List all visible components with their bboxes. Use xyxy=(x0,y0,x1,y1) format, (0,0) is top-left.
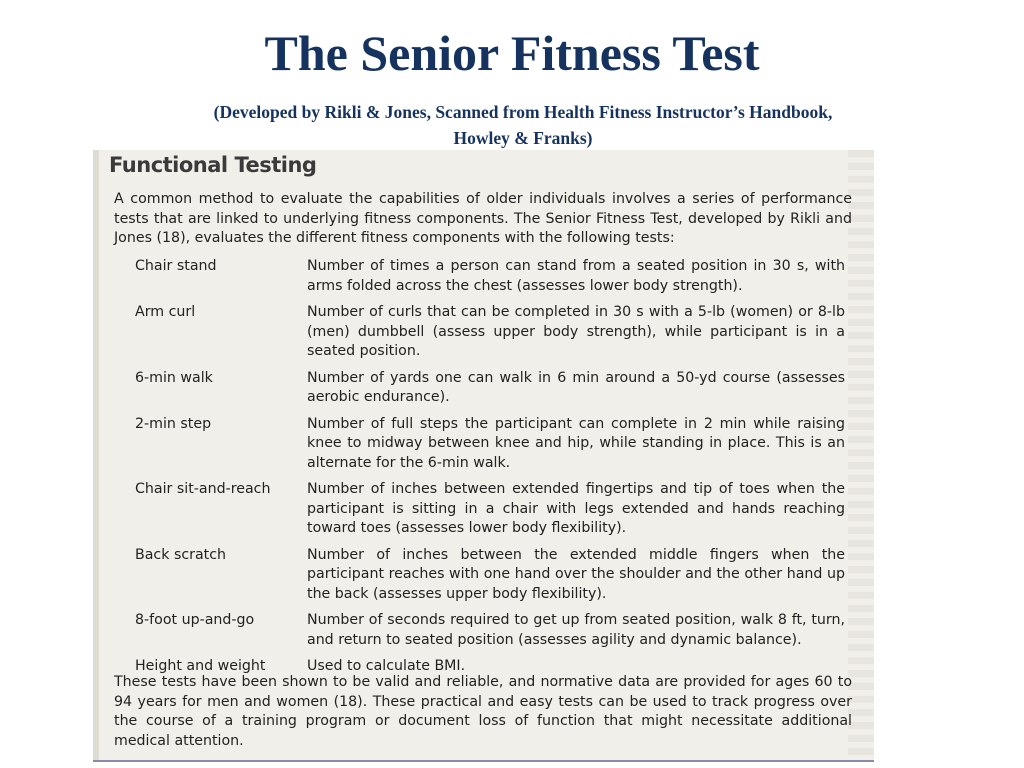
test-description: Number of seconds required to get up from seated position, walk 8 ft, turn, and return to seated position (assesses agility and dynamic balance). xyxy=(307,612,845,648)
test-description: Number of curls that can be completed in 30 s with a 5-lb (women) or 8-lb (men) dumbbell (assess upper body strength), while participant is in a seated position. xyxy=(307,304,845,359)
slide-title: The Senior Fitness Test xyxy=(264,25,760,81)
test-description: Number of inches between extended fingertips and tip of toes when the participant is sitting in a chair with legs extended and hands reaching toward toes (assesses lower body flexibility). xyxy=(307,481,845,536)
table-row xyxy=(135,257,845,303)
test-name: Arm curl xyxy=(135,304,196,320)
intro-paragraph: A common method to evaluate the capabilities of older individuals involves a series of performance tests that are linked to underlying fitness components. The Senior Fitness Test, developed by Rikli and Jones (18), evaluates the different fitness components with the following tests: xyxy=(114,191,852,246)
tests-table xyxy=(135,257,845,684)
section-heading: Functional Testing xyxy=(109,153,317,177)
test-name: 2-min step xyxy=(135,415,212,432)
test-name: Chair sit-and-reach xyxy=(135,481,271,497)
closing-paragraph: These tests have been shown to be valid and reliable, and normative data are provided for ages 60 to 94 years for men and women (18). These practical and easy tests can be used to track progress over the course of a training program or document loss of function that might necessitate additional medical attention. xyxy=(114,674,852,749)
subtitle-line-2: Howley & Franks) xyxy=(453,128,593,148)
table-row xyxy=(135,303,845,369)
test-description: Number of full steps the participant can complete in 2 min while raising knee to midway between knee and hip, while standing in place. This is an alternate for the 6-min walk. xyxy=(307,415,845,471)
table-row xyxy=(135,480,845,546)
table-row xyxy=(135,369,845,415)
table-row xyxy=(135,611,845,657)
test-description: Used to calculate BMI. xyxy=(307,658,466,674)
test-name: 8-foot up-and-go xyxy=(135,612,255,628)
test-name: 6-min walk xyxy=(135,369,213,386)
test-name: Chair stand xyxy=(135,258,217,274)
subtitle-line-1: (Developed by Rikli & Jones, Scanned from Health Fitness Instructor’s Handbook, xyxy=(213,102,833,122)
test-description: Number of yards one can walk in 6 min around a 50-yd course (assesses aerobic endurance). xyxy=(307,369,845,405)
test-description: Number of times a person can stand from a seated position in 30 s, with arms folded across the chest (assesses lower body strength). xyxy=(307,258,845,294)
test-name: Back scratch xyxy=(135,546,227,563)
test-name: Height and weight xyxy=(135,658,266,674)
table-row xyxy=(135,415,845,481)
scan-edge xyxy=(93,150,99,762)
slide-subtitle xyxy=(108,99,938,151)
table-row xyxy=(135,546,845,612)
scanned-page xyxy=(93,150,874,762)
bottom-rule xyxy=(93,760,874,762)
test-description: Number of inches between the extended middle fingers when the participant reaches with one hand over the shoulder and the other hand up the back (assesses upper body flexibility). xyxy=(307,546,845,602)
